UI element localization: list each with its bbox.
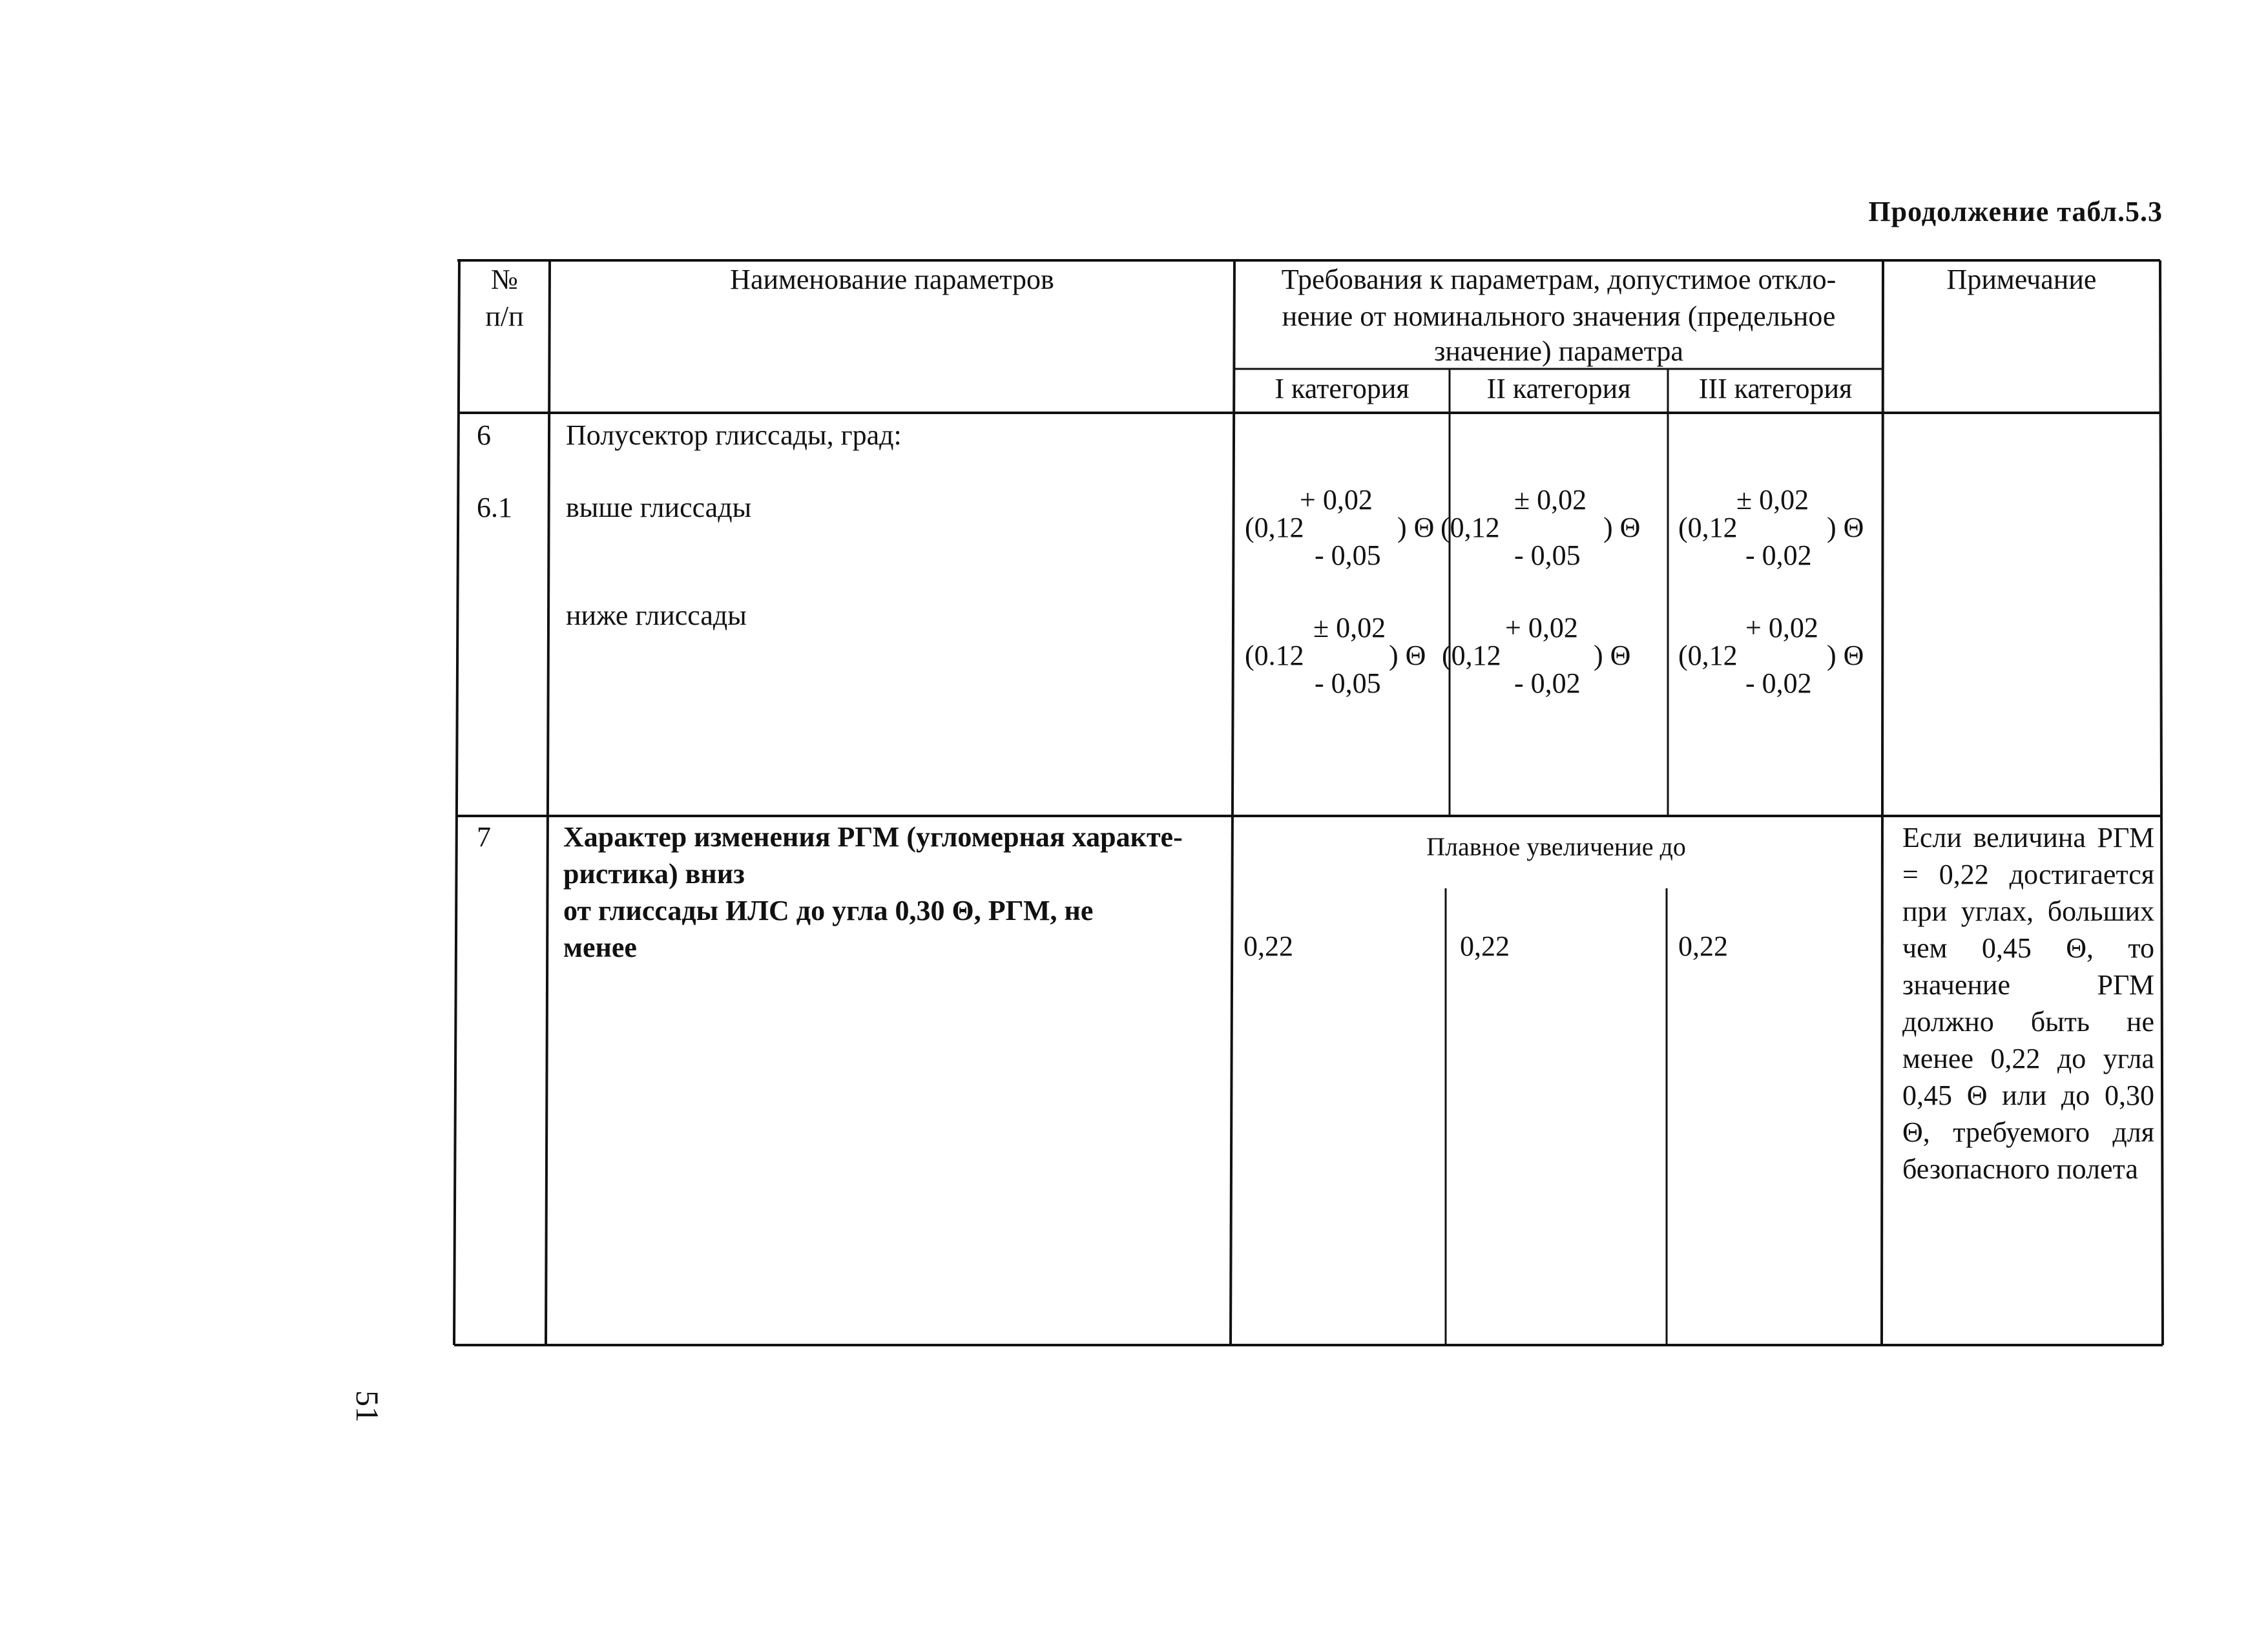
page-number: 51 [349,1390,386,1423]
header-parameter-name: Наименование параметров [730,264,1054,295]
row-7-merged-requirement: Плавное увеличение до [1426,832,1686,861]
row-7-number: 7 [477,821,491,853]
row-6-name: Полусектор глиссады, град: [566,419,902,451]
header-requirements-line3: значение) параметра [1434,335,1683,367]
row-6-1-below-label: ниже глиссады [566,600,747,631]
header-category-2: II категория [1486,373,1631,404]
header-category-3: III категория [1698,373,1853,404]
row-6-1-above-label: выше глиссады [566,492,752,523]
row-7-name-line4: менее [563,932,637,963]
header-category-1: I категория [1274,373,1410,404]
row-7-name-line1: Характер изменения РГМ (угломерная характе- [563,821,1183,853]
row-6-1-number: 6.1 [477,492,512,523]
table-caption: Продолжение табл.5.3 [1868,196,2163,227]
header-note: Примечание [1946,264,2097,295]
header-num-abbr: п/п [485,300,524,332]
row-7-name-line3: от глиссады ИЛС до угла 0,30 Θ, РГМ, не [563,895,1094,926]
row-7-cat1-value: 0,22 [1243,930,1293,962]
row-7-cat3-value: 0,22 [1678,930,1728,962]
header-requirements-line1: Требования к параметрам, допустимое откло- [1281,264,1836,295]
header-requirements-line2: нение от номинального значения (предельное [1282,300,1836,332]
row-6-number: 6 [477,419,491,451]
row-7-name-line2: ристика) вниз [563,858,745,890]
row-7-note: Если величина РГМ = 0,22 достигается при углах, больших чем 0,45 Θ, то значение РГМ должно быть не менее 0,22 до угла 0,45 Θ или до 0,30 Θ, требуемого для безопасного полета [1902,822,2154,1185]
header-num-symbol: № [491,264,518,295]
row-7-cat2-value: 0,22 [1460,930,1510,962]
